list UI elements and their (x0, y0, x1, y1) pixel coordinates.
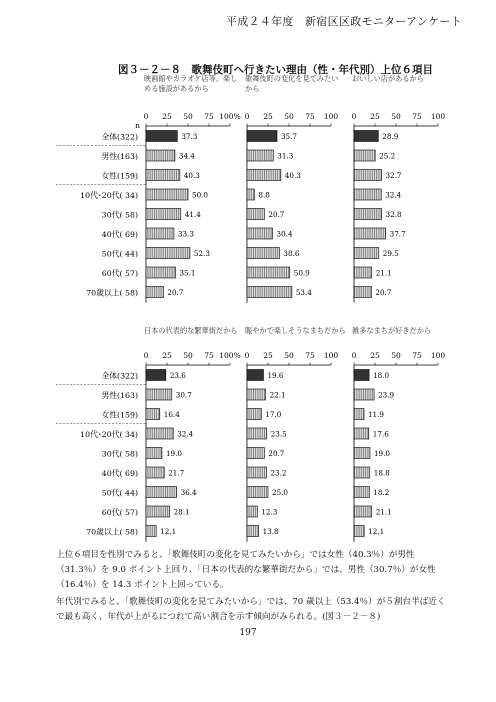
body-paragraph-1: 上位６項目を性別でみると、「歌舞伎町の変化を見てみたいから」では女性（40.3％）が男性（31.3％）を 9.0 ポイント上回り、「日本の代表的な繁華街だから」では、男性（30.7％）が女性（16.4％）を 14.3 ポイント上回っている。 (56, 550, 436, 590)
data-label: 18.8 (373, 468, 390, 478)
tick-label: 25 (162, 112, 172, 121)
bar (146, 150, 175, 161)
data-label: 36.4 (180, 488, 197, 497)
data-label: 12.1 (160, 527, 177, 536)
category-label: 70歳以上( 58) (86, 527, 138, 537)
bar (247, 150, 273, 161)
bar (146, 448, 162, 459)
bar (247, 487, 268, 498)
bar (354, 170, 381, 181)
bar (354, 448, 370, 459)
bar (146, 209, 181, 220)
bar (354, 409, 364, 420)
data-label: 35.7 (280, 132, 298, 141)
bar (146, 506, 170, 517)
bar (354, 248, 379, 259)
data-label: 12.1 (368, 527, 385, 536)
category-label: 70歳以上( 58) (86, 288, 138, 298)
tick-label: 0 (244, 351, 250, 360)
bar (247, 170, 281, 181)
chart-title: 歌舞伎町の変化を見てみたい (245, 74, 339, 83)
category-label: 女性(159) (101, 410, 138, 420)
data-label: 22.1 (269, 390, 286, 400)
data-label: 23.5 (270, 429, 287, 439)
tick-label: 100 (323, 351, 339, 360)
category-label: 60代( 57) (101, 508, 138, 517)
data-label: 18.2 (373, 488, 390, 497)
tick-label: 25 (263, 351, 273, 360)
data-label: 52.3 (193, 249, 210, 258)
data-label: 37.7 (389, 229, 406, 239)
data-label: 8.8 (258, 190, 270, 200)
tick-label: 50 (284, 112, 294, 121)
tick-label: 100 (430, 112, 446, 121)
data-label: 30.7 (175, 390, 192, 400)
data-label: 23.6 (169, 371, 186, 380)
bar (146, 389, 172, 400)
category-label: 50代( 44) (101, 249, 138, 259)
category-label: 30代( 58) (101, 449, 138, 459)
data-label: 40.3 (284, 171, 301, 180)
bar (247, 409, 261, 420)
data-label: 37.3 (181, 132, 198, 141)
data-label: 53.4 (295, 288, 312, 297)
data-label: 19.6 (267, 371, 284, 380)
tick-label: 100 (430, 351, 446, 360)
data-label: 20.7 (167, 288, 184, 297)
bar (354, 487, 369, 498)
tick-label: 0 (351, 112, 357, 121)
page-number: 197 (239, 628, 257, 638)
bar (247, 248, 279, 259)
data-label: 25.0 (272, 488, 289, 497)
data-label: 13.8 (262, 527, 279, 536)
data-label: 11.9 (367, 410, 385, 419)
bar (146, 428, 173, 439)
n-label: n (135, 121, 140, 130)
figure-title: 図３－２－８ 歌舞伎町へ行きたい理由（性・年代別）上位６項目 (118, 64, 433, 76)
category-label: 40代( 69) (101, 230, 138, 239)
tick-label: 25 (370, 112, 380, 121)
bar (354, 228, 386, 239)
page-header: 平成２４年度 新宿区区政モニターアンケート (225, 15, 462, 28)
data-label: 17.0 (265, 410, 282, 419)
data-label: 19.0 (165, 449, 182, 458)
bar (354, 428, 369, 439)
data-label: 32.4 (385, 190, 402, 200)
bar (146, 170, 180, 181)
bar (354, 209, 382, 220)
chart-title-line2: める施設があるから (144, 84, 209, 93)
bar (146, 287, 163, 298)
data-label: 30.4 (276, 229, 293, 239)
data-label: 23.9 (378, 390, 395, 400)
bar (247, 526, 259, 537)
data-label: 17.6 (372, 429, 389, 439)
bar (354, 267, 372, 278)
bar (247, 287, 292, 298)
bar (146, 409, 160, 420)
bar (146, 131, 177, 142)
tick-label: 75 (305, 112, 315, 121)
data-label: 32.7 (385, 171, 402, 180)
data-label: 38.6 (283, 249, 300, 258)
bar (247, 267, 290, 278)
data-label: 16.4 (163, 410, 180, 419)
data-label: 40.3 (183, 171, 200, 180)
bar (354, 287, 371, 298)
data-label: 20.7 (375, 288, 392, 297)
tick-label: 75 (204, 351, 214, 360)
bar (247, 370, 263, 381)
category-label: 10代･20代( 34) (80, 430, 138, 439)
data-label: 31.3 (277, 151, 294, 161)
bar (354, 150, 375, 161)
bar (354, 189, 381, 200)
data-label: 50.9 (293, 268, 310, 278)
bar (354, 506, 372, 517)
tick-label: 50 (391, 351, 401, 360)
category-label: 30代( 58) (101, 210, 138, 220)
category-label: 10代･20代( 34) (80, 191, 138, 200)
data-label: 21.7 (168, 468, 185, 478)
tick-label: 0 (244, 112, 250, 121)
tick-label: 50 (183, 112, 193, 121)
bar (146, 267, 175, 278)
data-label: 32.8 (385, 210, 402, 219)
tick-label: 75 (204, 112, 214, 121)
data-label: 21.1 (375, 507, 392, 517)
bar (247, 131, 277, 142)
data-label: 32.4 (177, 429, 194, 439)
data-label: 41.4 (184, 210, 201, 219)
category-label: 男性(163) (101, 391, 138, 400)
data-label: 23.2 (270, 468, 287, 478)
data-label: 29.5 (382, 249, 399, 258)
tick-label: 25 (263, 112, 273, 121)
tick-label: 75 (305, 351, 315, 360)
data-label: 28.1 (173, 507, 190, 517)
chart-title: 賑やかで楽しそうなまちだから (245, 326, 346, 335)
chart-title: おいしい店があるから (352, 74, 424, 83)
bar (146, 228, 174, 239)
tick-label: 50 (284, 351, 294, 360)
tick-label: 25 (162, 351, 172, 360)
data-label: 19.0 (373, 449, 390, 458)
tick-label: 0 (143, 112, 149, 121)
tick-label: 0 (351, 351, 357, 360)
bar (146, 248, 190, 259)
data-label: 33.3 (177, 229, 194, 239)
data-label: 18.0 (373, 371, 390, 380)
tick-label: 75 (412, 351, 422, 360)
bar (146, 189, 188, 200)
bar (247, 228, 273, 239)
bar (247, 428, 267, 439)
tick-label: 100% (219, 351, 241, 360)
bar (247, 189, 254, 200)
category-label: 全体(322) (101, 132, 138, 142)
data-label: 20.7 (268, 210, 285, 219)
tick-label: 25 (370, 351, 380, 360)
data-label: 35.1 (179, 268, 196, 278)
bar (354, 467, 370, 478)
tick-label: 50 (183, 351, 193, 360)
data-label: 28.9 (382, 132, 399, 141)
bar (247, 448, 264, 459)
chart-title-line2: から (245, 84, 260, 93)
category-label: 50代( 44) (101, 488, 138, 498)
tick-label: 100 (323, 112, 339, 121)
bar (247, 389, 266, 400)
category-label: 60代( 57) (101, 269, 138, 278)
bar (354, 131, 378, 142)
body-paragraph-2: 年代別でみると、「歌舞伎町の変化を見てみたいから」では、70 歳以上（53.4％）が５割台半ば近くで最も高く、年代が上がるにつれて高い割合を示す傾向がみられる。(図３－２－８) (56, 597, 446, 622)
bar (146, 467, 164, 478)
tick-label: 75 (412, 112, 422, 121)
data-label: 50.0 (192, 190, 209, 200)
category-label: 40代( 69) (101, 469, 138, 478)
bar (354, 389, 374, 400)
data-label: 21.1 (375, 268, 392, 278)
bar (146, 487, 177, 498)
tick-label: 0 (143, 351, 149, 360)
bar (247, 467, 266, 478)
chart-title: 映画館やカラオケ店等、楽し (144, 74, 238, 83)
bar (146, 370, 166, 381)
category-label: 女性(159) (101, 171, 138, 181)
chart-title: 雑多なまちが好きだから (352, 326, 432, 335)
data-label: 25.2 (379, 151, 396, 161)
chart-title: 日本の代表的な繁華街だから (144, 326, 238, 335)
category-label: 全体(322) (101, 371, 138, 381)
bar (354, 526, 364, 537)
category-label: 男性(163) (101, 152, 138, 161)
bar (146, 526, 156, 537)
data-label: 12.3 (261, 507, 278, 517)
tick-label: 100% (219, 112, 241, 121)
bar (247, 506, 257, 517)
bar (247, 209, 264, 220)
data-label: 20.7 (268, 449, 285, 458)
tick-label: 50 (391, 112, 401, 121)
data-label: 34.4 (178, 151, 195, 161)
bar (354, 370, 369, 381)
